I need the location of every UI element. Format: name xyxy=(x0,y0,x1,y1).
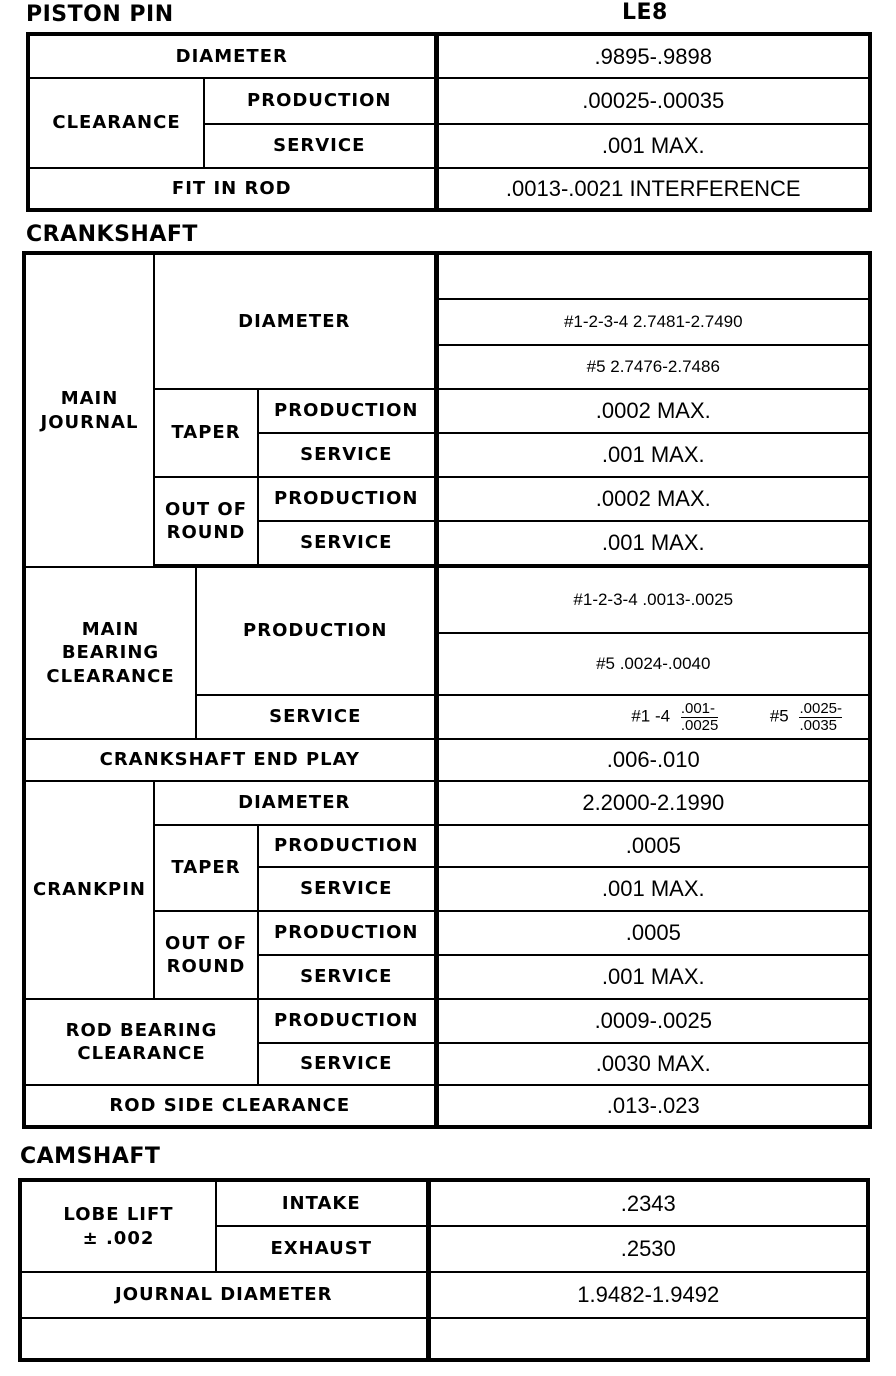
exhaust-value: .2530 xyxy=(428,1226,868,1272)
main-journal-oor-service-label: SERVICE xyxy=(258,521,436,565)
piston-pin-title: PISTON PIN xyxy=(26,2,174,27)
rod-bearing-service-label: SERVICE xyxy=(258,1043,436,1085)
exhaust-label: EXHAUST xyxy=(216,1226,428,1272)
table-row xyxy=(20,1180,868,1226)
crankpin-label: CRANKPIN xyxy=(24,781,154,999)
main-bearing-service-a-bottom: .0025 xyxy=(680,716,719,734)
camshaft-title: CAMSHAFT xyxy=(20,1144,161,1169)
camshaft-table xyxy=(18,1178,870,1362)
main-bearing-line3: CLEARANCE xyxy=(46,665,175,687)
main-journal-label-line2: JOURNAL xyxy=(40,411,139,433)
crankpin-taper-label: TAPER xyxy=(154,825,258,911)
table-row xyxy=(24,781,870,825)
main-journal-taper-service-value: .001 MAX. xyxy=(436,433,870,477)
fit-in-rod-value: .0013-.0021 INTERFERENCE xyxy=(436,168,870,210)
main-bearing-service-b-top: .0025- xyxy=(799,699,843,717)
crankpin-oor-line1: OUT OF xyxy=(164,932,248,954)
table-row xyxy=(20,1318,868,1360)
main-bearing-clearance-label xyxy=(24,567,196,739)
main-bearing-line2: BEARING xyxy=(61,642,160,664)
main-journal-diameter-value-2: #5 2.7476-2.7486 xyxy=(436,345,870,389)
crankpin-taper-service-label: SERVICE xyxy=(258,867,436,911)
table-row xyxy=(28,168,870,210)
table-row xyxy=(20,1272,868,1318)
table-row xyxy=(24,739,870,781)
crankpin-taper-production-value: .0005 xyxy=(436,825,870,867)
rod-bearing-service-value: .0030 MAX. xyxy=(436,1043,870,1085)
main-bearing-line1: MAIN xyxy=(81,618,140,640)
clearance-production-label: PRODUCTION xyxy=(204,78,436,124)
table-row xyxy=(28,78,870,124)
rod-side-clearance-value: .013-.023 xyxy=(436,1085,870,1127)
crankpin-oor-service-label: SERVICE xyxy=(258,955,436,999)
main-bearing-service-a-fraction xyxy=(681,701,719,734)
clearance-service-label: SERVICE xyxy=(204,124,436,168)
lobe-lift-label xyxy=(20,1180,216,1272)
main-bearing-service-label: SERVICE xyxy=(196,695,436,739)
main-journal-taper-production-value: .0002 MAX. xyxy=(436,389,870,433)
main-bearing-service-b-prefix: #5 xyxy=(769,706,789,726)
crankshaft-end-play-label: CRANKSHAFT END PLAY xyxy=(24,739,436,781)
main-journal-oor-line2: ROUND xyxy=(166,522,246,543)
crankpin-taper-production-label: PRODUCTION xyxy=(258,825,436,867)
crankshaft-table xyxy=(22,251,872,1129)
main-bearing-production-value-1: #1-2-3-4 .0013-.0025 xyxy=(436,567,870,633)
main-journal-diameter-value-1: #1-2-3-4 2.7481-2.7490 xyxy=(436,299,870,345)
crankpin-oor-line2: ROUND xyxy=(166,956,246,977)
main-journal-taper-service-label: SERVICE xyxy=(258,433,436,477)
diameter-value: .9895-.9898 xyxy=(436,34,870,78)
rod-bearing-production-value: .0009-.0025 xyxy=(436,999,870,1043)
table-row xyxy=(24,1085,870,1127)
lobe-lift-line2: ± .002 xyxy=(82,1227,155,1249)
main-journal-diameter-label: DIAMETER xyxy=(154,253,436,389)
journal-diameter-label: JOURNAL DIAMETER xyxy=(20,1272,428,1318)
rod-side-clearance-label: ROD SIDE CLEARANCE xyxy=(24,1085,436,1127)
clearance-label: CLEARANCE xyxy=(28,78,204,168)
intake-value: .2343 xyxy=(428,1180,868,1226)
lobe-lift-line1: LOBE LIFT xyxy=(63,1204,174,1226)
main-journal-oor-production-label: PRODUCTION xyxy=(258,477,436,521)
main-journal-oor-production-value: .0002 MAX. xyxy=(436,477,870,521)
main-journal-label-line1: MAIN xyxy=(60,388,119,410)
clearance-production-value: .00025-.00035 xyxy=(436,78,870,124)
main-journal-out-of-round-label xyxy=(154,477,258,565)
rod-bearing-line2: CLEARANCE xyxy=(77,1043,206,1064)
table-row xyxy=(28,34,870,78)
crankshaft-end-play-value: .006-.010 xyxy=(436,739,870,781)
crankpin-diameter-value: 2.2000-2.1990 xyxy=(436,781,870,825)
crankpin-oor-production-value: .0005 xyxy=(436,911,870,955)
diameter-label: DIAMETER xyxy=(28,34,436,78)
table-row xyxy=(24,999,870,1043)
crankpin-taper-service-value: .001 MAX. xyxy=(436,867,870,911)
main-journal-oor-line1: OUT OF xyxy=(164,498,248,520)
main-journal-blank-cell xyxy=(436,253,870,299)
clearance-service-value: .001 MAX. xyxy=(436,124,870,168)
main-journal-taper-production-label: PRODUCTION xyxy=(258,389,436,433)
main-bearing-service-a-prefix: #1 -4 xyxy=(631,706,671,726)
rod-bearing-line1: ROD BEARING xyxy=(65,1019,218,1041)
crankpin-oor-production-label: PRODUCTION xyxy=(258,911,436,955)
main-bearing-production-label: PRODUCTION xyxy=(196,567,436,695)
blank-label-cell xyxy=(20,1318,428,1360)
piston-pin-table xyxy=(26,32,872,212)
main-bearing-production-value-2: #5 .0024-.0040 xyxy=(436,633,870,695)
blank-value-cell xyxy=(428,1318,868,1360)
main-bearing-service-b-fraction xyxy=(799,701,842,734)
crankpin-oor-service-value: .001 MAX. xyxy=(436,955,870,999)
journal-diameter-value: 1.9482-1.9492 xyxy=(428,1272,868,1318)
main-bearing-service-b-bottom: .0035 xyxy=(799,717,842,734)
table-row xyxy=(24,567,870,633)
main-journal-oor-service-value: .001 MAX. xyxy=(436,521,870,565)
engine-code-header: LE8 xyxy=(622,0,668,25)
intake-label: INTAKE xyxy=(216,1180,428,1226)
fit-in-rod-label: FIT IN ROD xyxy=(28,168,436,210)
main-journal-taper-label: TAPER xyxy=(154,389,258,477)
crankpin-out-of-round-label xyxy=(154,911,258,999)
main-bearing-service-a-top: .001- xyxy=(680,699,716,717)
main-bearing-service-value xyxy=(436,695,870,739)
crankshaft-title: CRANKSHAFT xyxy=(26,222,198,247)
crankpin-diameter-label: DIAMETER xyxy=(154,781,436,825)
rod-bearing-clearance-label xyxy=(24,999,258,1085)
rod-bearing-production-label: PRODUCTION xyxy=(258,999,436,1043)
table-row xyxy=(24,253,870,299)
main-journal-label xyxy=(24,253,154,567)
